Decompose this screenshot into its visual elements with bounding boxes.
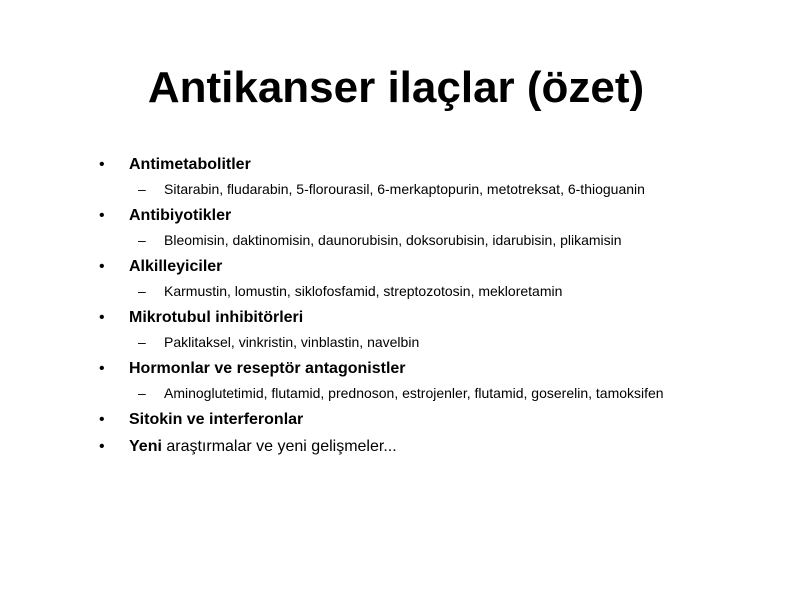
bullet-icon: • <box>99 360 105 377</box>
bullet-label: Mikrotubul inhibitörleri <box>129 309 304 326</box>
dash-icon: – <box>138 334 146 350</box>
sub-item-mikrotubul <box>96 333 684 352</box>
bullet-icon: • <box>99 411 105 428</box>
bullet-item-hormonlar <box>96 359 716 379</box>
slide-title: Antikanser ilaçlar (özet) <box>147 63 645 112</box>
dash-icon: – <box>138 283 146 299</box>
sub-item-text: Aminoglutetimid, flutamid, prednoson, estrojenler, flutamid, goserelin, tamoksifen <box>164 385 664 401</box>
dash-icon: – <box>138 181 146 197</box>
bullet-label: Alkilleyiciler <box>129 258 223 275</box>
bullet-icon: • <box>99 309 105 326</box>
bullet-label: Yeni <box>129 438 162 455</box>
bullet-item-yeni <box>96 437 716 457</box>
bullet-label-rest: araştırmalar ve yeni gelişmeler... <box>161 438 397 455</box>
bullet-label: Sitokin ve interferonlar <box>129 411 304 428</box>
bullet-item-mikrotubul <box>96 308 716 328</box>
sub-item-text: Paklitaksel, vinkristin, vinblastin, navelbin <box>164 334 420 350</box>
bullet-label: Hormonlar ve reseptör antagonistler <box>129 360 406 377</box>
dash-icon: – <box>138 232 146 248</box>
bullet-icon: • <box>99 156 105 173</box>
bullet-item-sitokin <box>96 410 716 430</box>
sub-item-text: Bleomisin, daktinomisin, daunorubisin, doksorubisin, idarubisin, plikamisin <box>164 232 622 248</box>
sub-item-antimetabolitler <box>96 180 684 199</box>
dash-icon: – <box>138 385 146 401</box>
bullet-icon: • <box>99 207 105 224</box>
bullet-list <box>96 155 716 457</box>
bullet-label: Antimetabolitler <box>129 156 251 173</box>
bullet-item-alkilleyiciler <box>96 257 716 277</box>
sub-item-antibiyotikler <box>96 231 684 250</box>
bullet-icon: • <box>99 438 105 455</box>
sub-item-text: Karmustin, lomustin, siklofosfamid, streptozotosin, mekloretamin <box>164 283 563 299</box>
sub-item-hormonlar <box>96 384 684 403</box>
sub-item-alkilleyiciler <box>96 282 684 301</box>
bullet-icon: • <box>99 258 105 275</box>
bullet-item-antimetabolitler <box>96 155 716 175</box>
bullet-label: Antibiyotikler <box>129 207 232 224</box>
sub-item-text: Sitarabin, fludarabin, 5-florourasil, 6-merkaptopurin, metotreksat, 6-thioguanin <box>164 181 645 197</box>
bullet-item-antibiyotikler <box>96 206 716 226</box>
